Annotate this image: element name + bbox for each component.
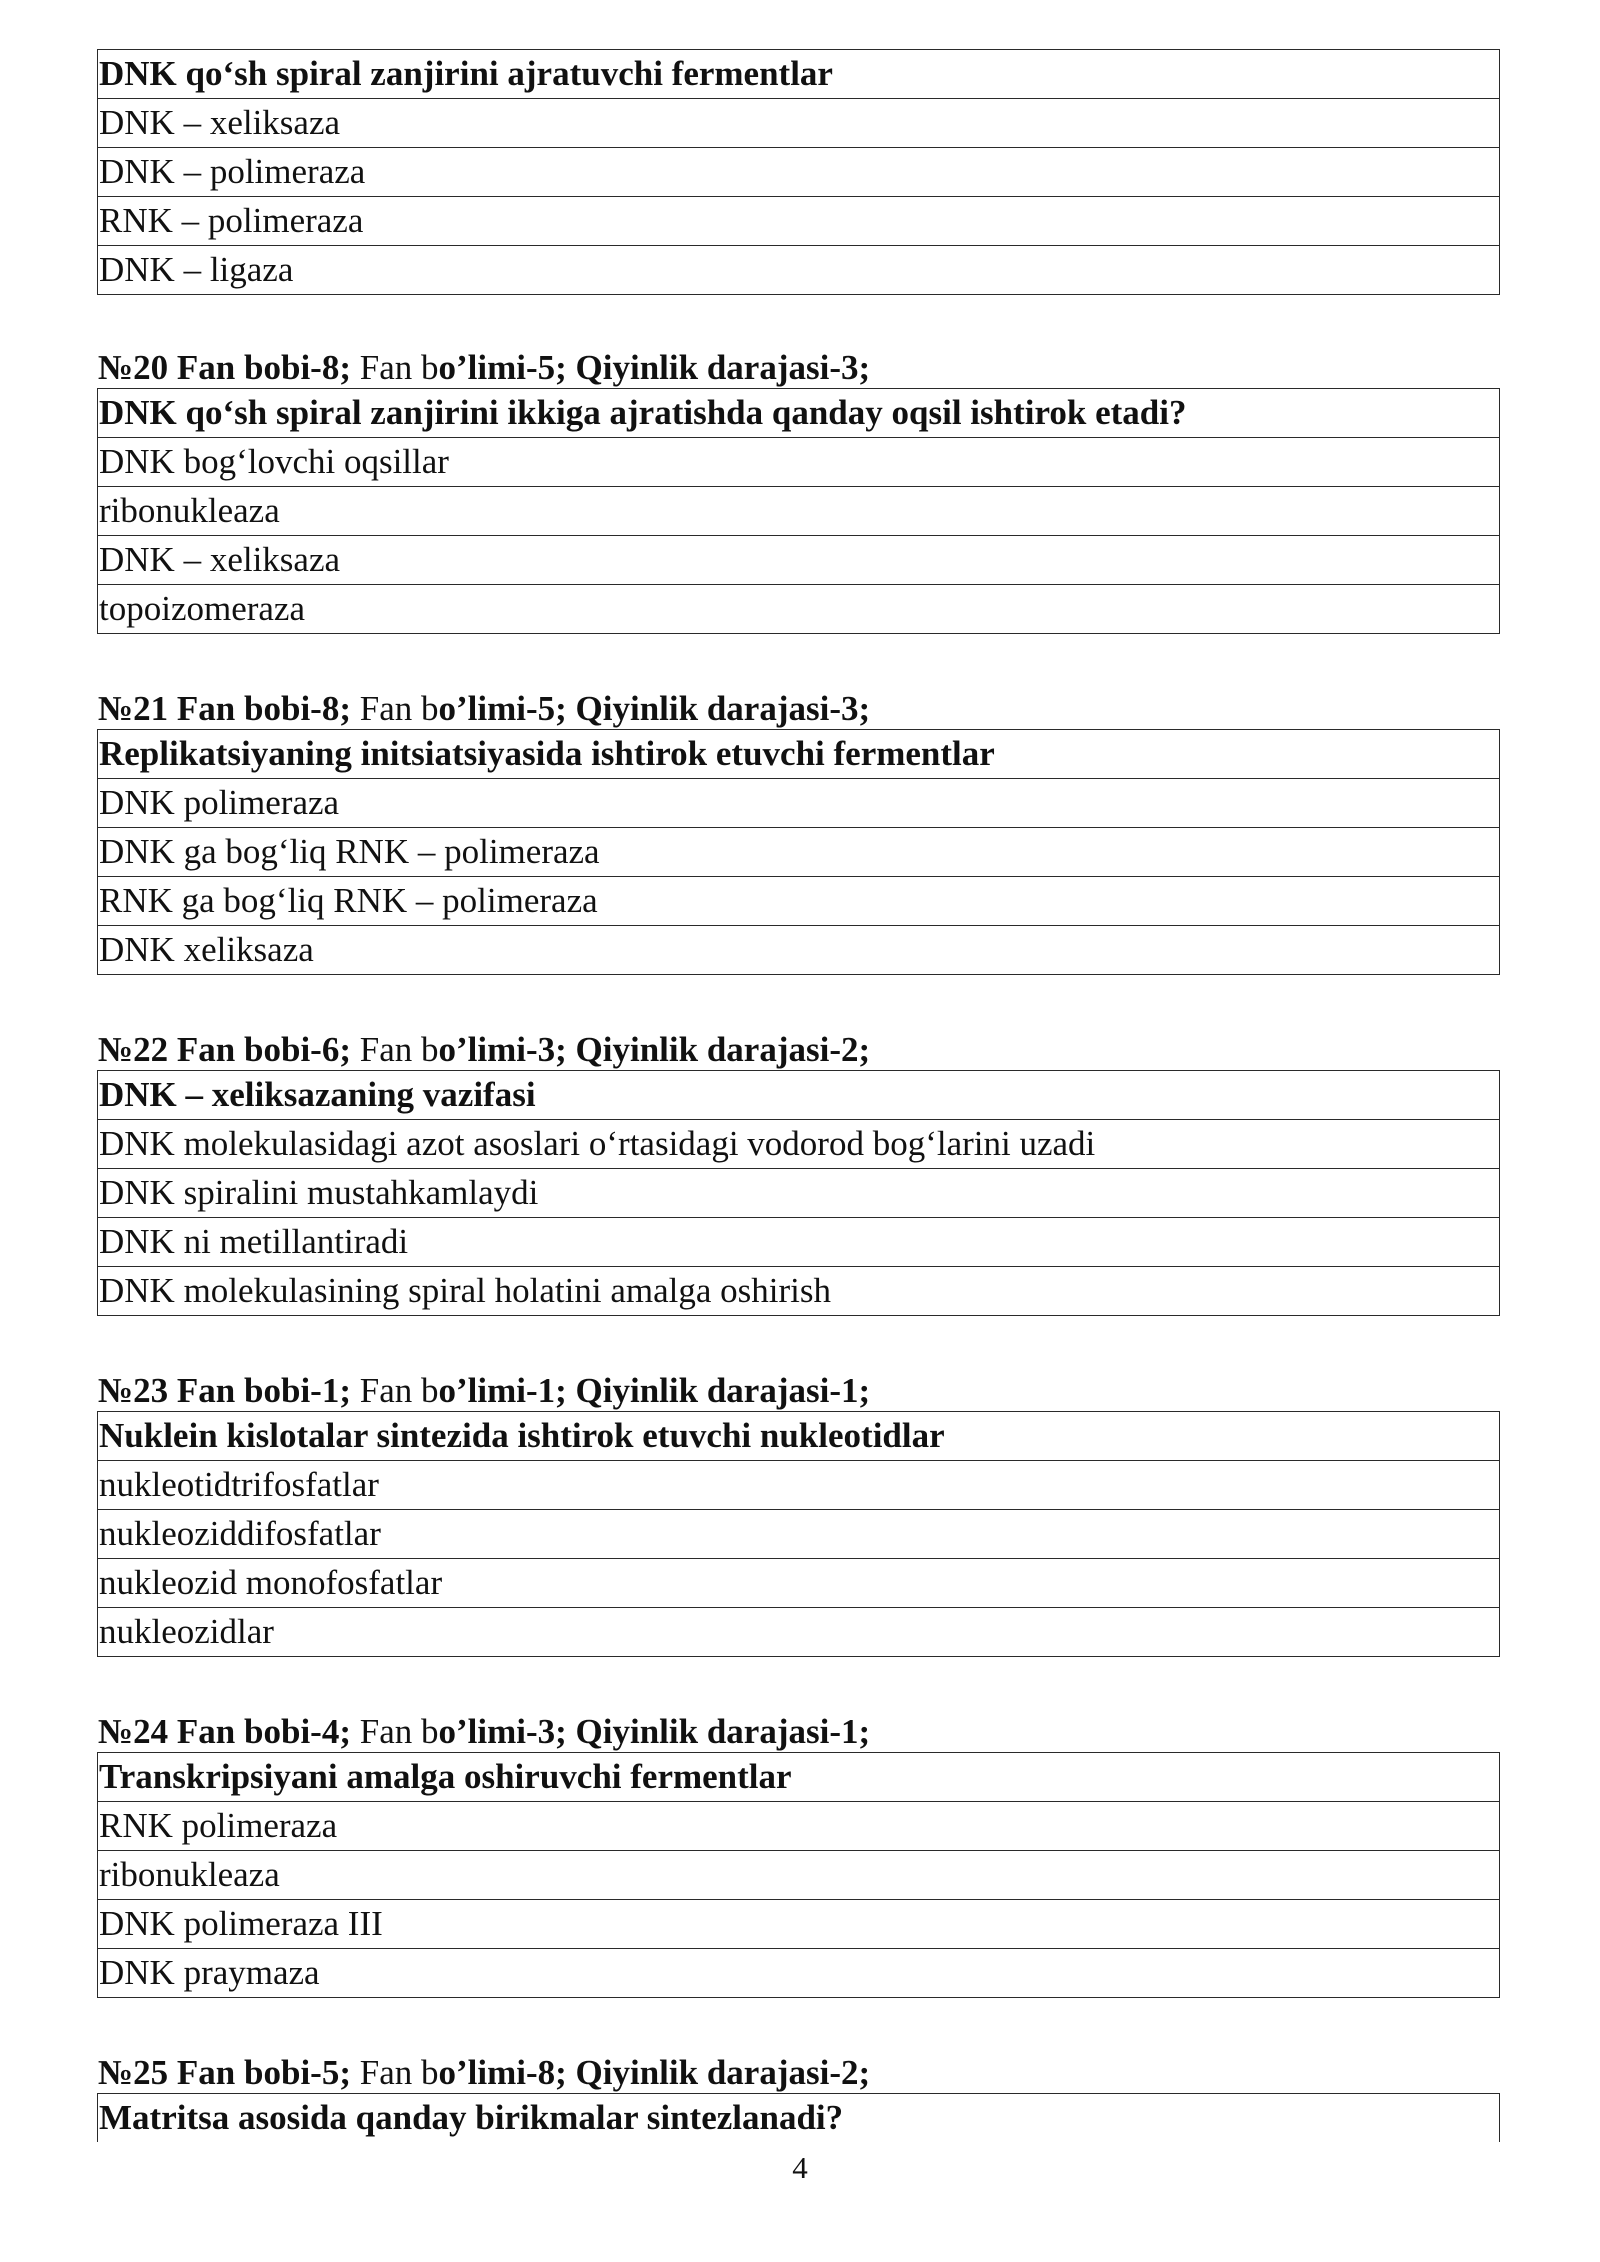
answer-table (97, 729, 1500, 975)
answer-option: nukleoziddifosfatlar (98, 1510, 1500, 1559)
question-header: №24 Fan bobi-4; Fan bo’limi-3; Qiyinlik darajasi-1; (98, 1712, 871, 1751)
answer-table (97, 2093, 1500, 2142)
answer-option: RNK – polimeraza (98, 197, 1500, 246)
question-text: Matritsa asosida qanday birikmalar sintezlanadi? (98, 2094, 1500, 2143)
question-block-23 (97, 1370, 1500, 1657)
question-block-22 (97, 1029, 1500, 1316)
question-header: №22 Fan bobi-6; Fan bo’limi-3; Qiyinlik darajasi-2; (98, 1030, 871, 1069)
answer-option: ribonukleaza (98, 1851, 1500, 1900)
answer-option: RNK polimeraza (98, 1802, 1500, 1851)
answer-option: DNK – xeliksaza (98, 536, 1500, 585)
question-block-21 (97, 688, 1500, 975)
question-block-25 (97, 2052, 1500, 2142)
answer-option: nukleozidlar (98, 1608, 1500, 1657)
answer-option: DNK bog‘lovchi oqsillar (98, 438, 1500, 487)
answer-option: DNK ga bog‘liq RNK – polimeraza (98, 828, 1500, 877)
question-text: DNK qo‘sh spiral zanjirini ikkiga ajratishda qanday oqsil ishtirok etadi? (98, 389, 1500, 438)
question-text: DNK – xeliksazaning vazifasi (98, 1071, 1500, 1120)
question-text: Transkripsiyani amalga oshiruvchi fermentlar (98, 1753, 1500, 1802)
answer-table (97, 1411, 1500, 1657)
question-text: Replikatsiyaning initsiatsiyasida ishtirok etuvchi fermentlar (98, 730, 1500, 779)
question-header: №23 Fan bobi-1; Fan bo’limi-1; Qiyinlik darajasi-1; (98, 1371, 871, 1410)
question-text: DNK qo‘sh spiral zanjirini ajratuvchi fermentlar (98, 50, 1500, 99)
answer-table (97, 49, 1500, 295)
question-block-24 (97, 1711, 1500, 1998)
answer-option: DNK polimeraza III (98, 1900, 1500, 1949)
question-header: №25 Fan bobi-5; Fan bo’limi-8; Qiyinlik darajasi-2; (98, 2053, 871, 2092)
answer-option: nukleozid monofosfatlar (98, 1559, 1500, 1608)
answer-option: DNK molekulasidagi azot asoslari o‘rtasidagi vodorod bog‘larini uzadi (98, 1120, 1500, 1169)
answer-option: nukleotidtrifosfatlar (98, 1461, 1500, 1510)
answer-option: RNK ga bog‘liq RNK – polimeraza (98, 877, 1500, 926)
page-number: 4 (792, 2150, 808, 2185)
question-text: Nuklein kislotalar sintezida ishtirok etuvchi nukleotidlar (98, 1412, 1500, 1461)
answer-option: DNK spiralini mustahkamlaydi (98, 1169, 1500, 1218)
answer-table (97, 388, 1500, 634)
answer-option: DNK ni metillantiradi (98, 1218, 1500, 1267)
question-block-19 (97, 49, 1500, 295)
answer-option: DNK praymaza (98, 1949, 1500, 1998)
question-header: №20 Fan bobi-8; Fan bo’limi-5; Qiyinlik darajasi-3; (98, 348, 871, 387)
question-block-20 (97, 347, 1500, 634)
answer-option: ribonukleaza (98, 487, 1500, 536)
answer-option: DNK xeliksaza (98, 926, 1500, 975)
answer-option: DNK polimeraza (98, 779, 1500, 828)
answer-option: DNK – xeliksaza (98, 99, 1500, 148)
answer-table (97, 1070, 1500, 1316)
answer-table (97, 1752, 1500, 1998)
question-header: №21 Fan bobi-8; Fan bo’limi-5; Qiyinlik darajasi-3; (98, 689, 871, 728)
answer-option: DNK – polimeraza (98, 148, 1500, 197)
answer-option: topoizomeraza (98, 585, 1500, 634)
answer-option: DNK – ligaza (98, 246, 1500, 295)
answer-option: DNK molekulasining spiral holatini amalga oshirish (98, 1267, 1500, 1316)
